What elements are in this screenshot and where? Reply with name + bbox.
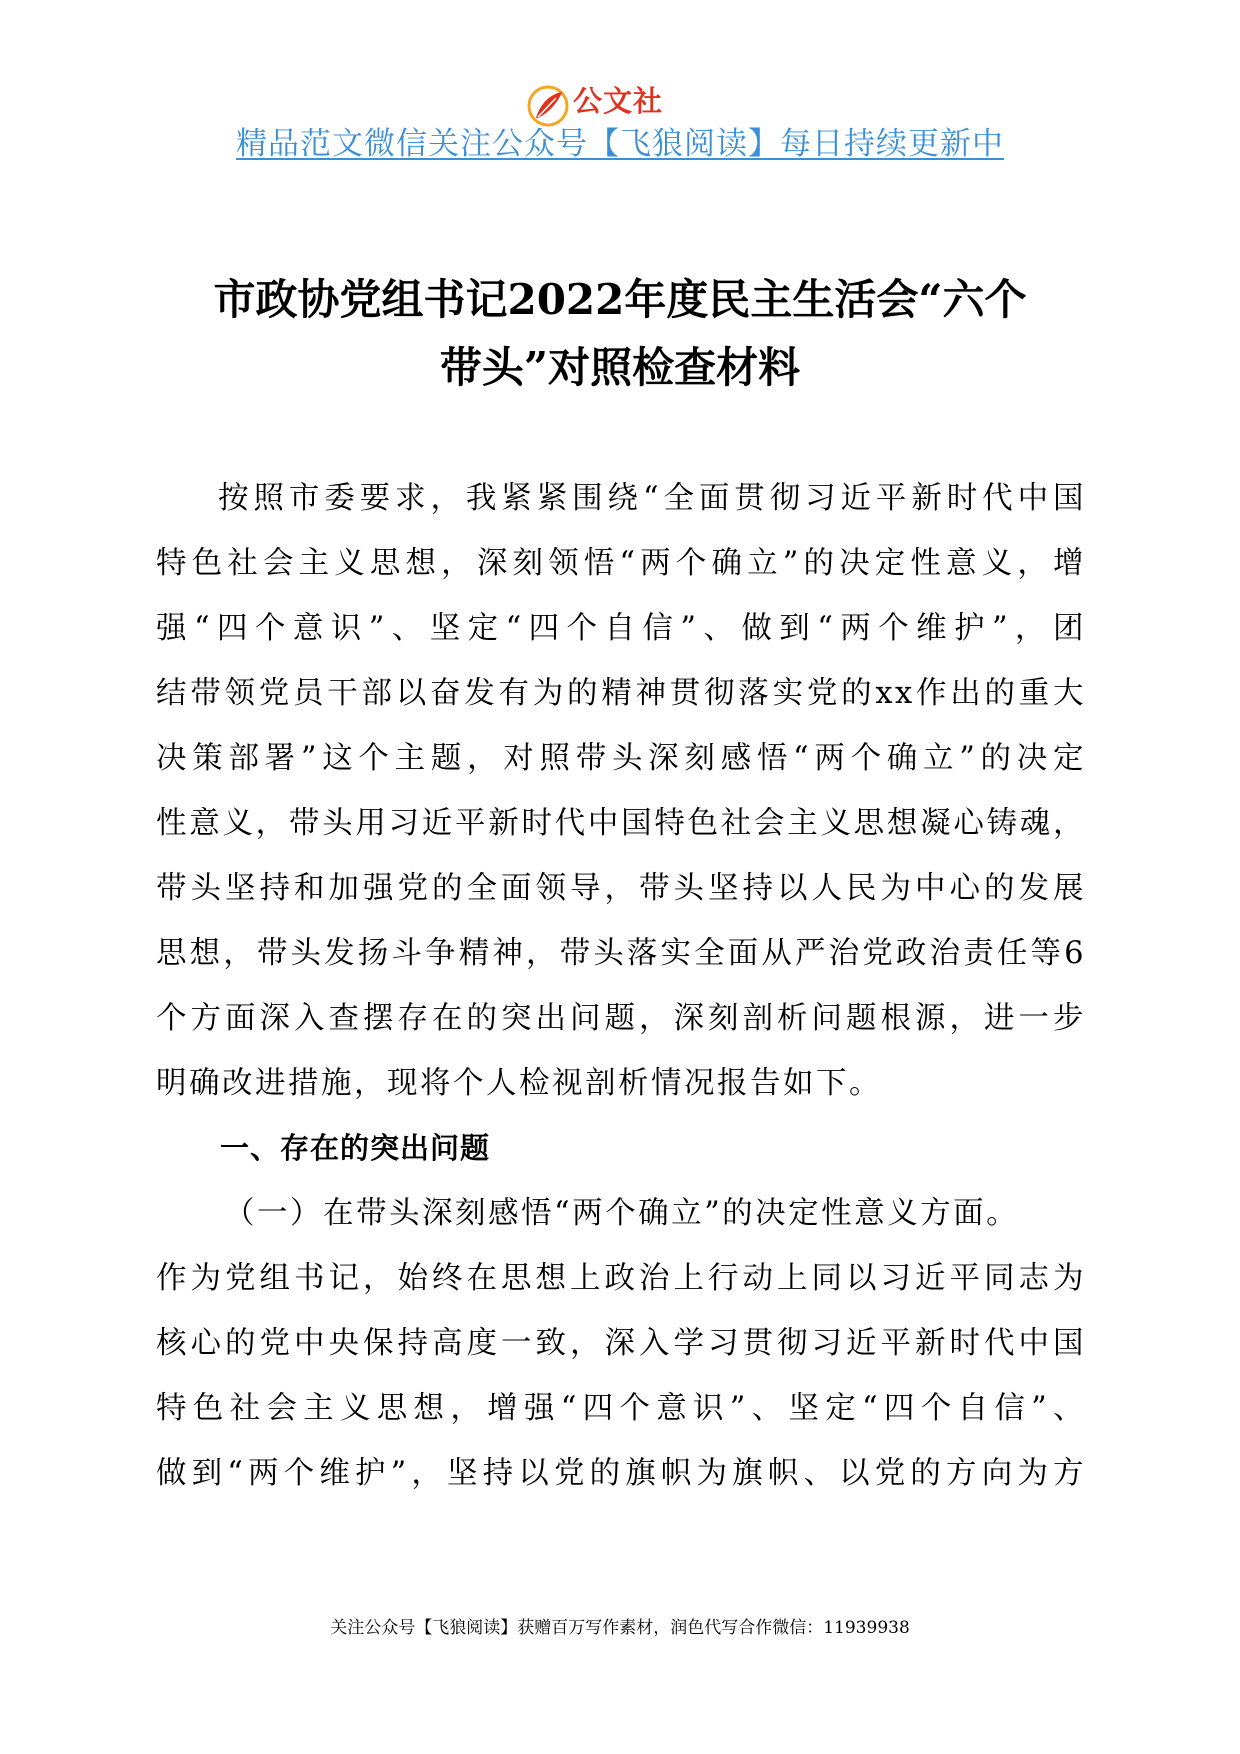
page-footer: 关注公众号【飞狼阅读】获赠百万写作素材，润色代写合作微信：11939938 [330, 1618, 910, 1638]
paragraph-line: 思想，带头发扬斗争精神，带头落实全面从严治党政治责任等6 [156, 936, 1086, 971]
paragraph-line: 明确改进措施，现将个人检视剖析情况报告如下。 [156, 1066, 882, 1101]
section-heading: 一、存在的突出问题 [220, 1131, 491, 1165]
title-line: 市政协党组书记2022年度民主生活会“六个 [213, 275, 1027, 324]
subsection-heading: （一）在带头深刻感悟“两个确立”的决定性意义方面。 [224, 1196, 1020, 1231]
title-line: 带头”对照检查材料 [439, 343, 801, 392]
paragraph-line: 带头坚持和加强党的全面领导，带头坚持以人民为中心的发展 [156, 871, 1086, 906]
paragraph-line: 特色社会主义思想，增强“四个意识”、坚定“四个自信”、 [156, 1391, 1086, 1426]
document-title [120, 266, 1120, 402]
document-body [156, 466, 1086, 1506]
paragraph-line: 强“四个意识”、坚定“四个自信”、做到“两个维护”，团 [156, 611, 1086, 646]
logo-text: 公文社 [573, 83, 664, 118]
paragraph-line: 性意义，带头用习近平新时代中国特色社会主义思想凝心铸魂， [156, 806, 1086, 841]
wechat-promo-link[interactable]: 精品范文微信关注公众号【飞狼阅读】每日持续更新中 [236, 126, 1004, 162]
paragraph-line: 作为党组书记，始终在思想上政治上行动上同以习近平同志为 [156, 1261, 1086, 1296]
paragraph-line: 个方面深入查摆存在的突出问题，深刻剖析问题根源，进一步 [156, 1001, 1086, 1036]
paragraph-line: 结带领党员干部以奋发有为的精神贯彻落实党的xx作出的重大 [156, 676, 1086, 711]
paragraph-line: 核心的党中央保持高度一致，深入学习贯彻习近平新时代中国 [156, 1326, 1086, 1361]
paragraph-line: 做到“两个维护”，坚持以党的旗帜为旗帜、以党的方向为方 [156, 1456, 1086, 1491]
paragraph-line: 按照市委要求，我紧紧围绕“全面贯彻习近平新时代中国 [218, 481, 1086, 516]
paragraph-line: 特色社会主义思想，深刻领悟“两个确立”的决定性意义，增 [156, 546, 1086, 581]
paragraph-line: 决策部署”这个主题，对照带头深刻感悟“两个确立”的决定 [156, 741, 1086, 776]
